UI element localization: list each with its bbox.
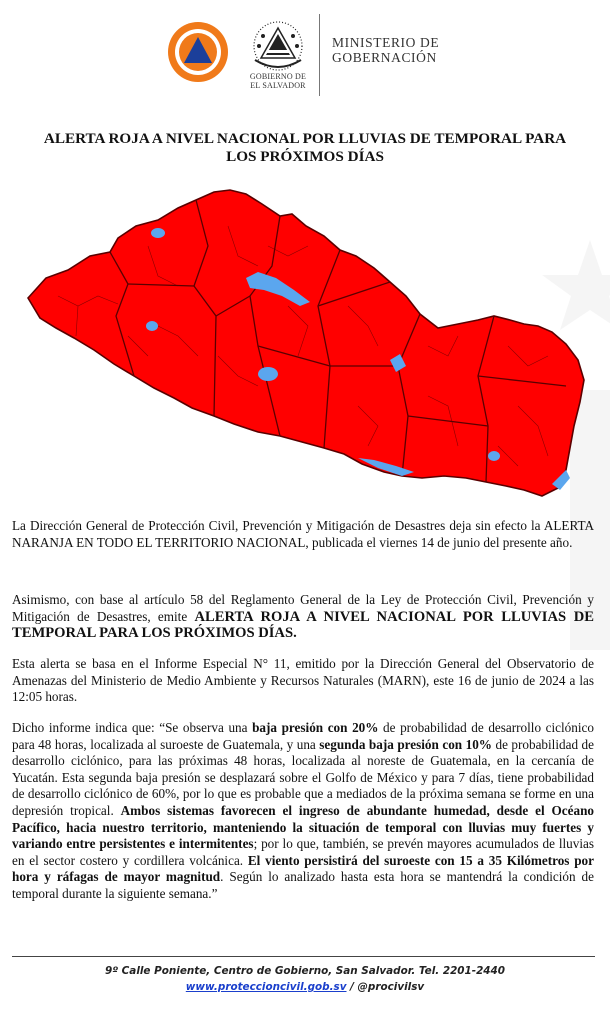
gov-label bbox=[240, 72, 316, 90]
lake-ilopango bbox=[258, 367, 278, 381]
p4-bold-3: Ambos sistemas favorecen el ingreso de abundante humedad, desde el Océano Pacífico, hacia nuestro territorio, manteniendo la situación de temporal con lluvias muy fuertes y variando entre persistentes e intermitentes bbox=[12, 802, 594, 852]
ministry-line1: MINISTERIO DE bbox=[332, 35, 440, 50]
paragraph-4 bbox=[12, 720, 594, 903]
p4-segment-1: Dicho informe indica que: “Se observa una bbox=[12, 720, 253, 735]
p4-bold-4: El viento persistirá del suroeste con 15 a 35 Kilómetros por hora y ráfagas de mayor magnitud bbox=[12, 852, 594, 885]
website-link[interactable]: www.proteccioncivil.gob.sv bbox=[185, 981, 347, 993]
footer bbox=[0, 963, 610, 995]
ministry-name bbox=[332, 35, 439, 65]
paragraph-3: Esta alerta se basa en el Informe Especial N° 11, emitido por la Dirección General del Observatorio de Amenazas del Ministerio de Medio Ambiente y Recursos Naturales (MARN), este 16 de junio de 2024 a las 12:05 horas. bbox=[12, 656, 594, 705]
lake-guija bbox=[151, 228, 165, 238]
country-territory bbox=[28, 190, 584, 496]
p4-bold-1: baja presión con 20% bbox=[252, 720, 379, 735]
footer-contacts bbox=[0, 979, 610, 995]
gov-label-line2: EL SALVADOR bbox=[250, 81, 306, 90]
p4-segment-4: ; por lo que, también, se prevén mayores acumulados de lluvias en el sector costero y cordillera volcánica. bbox=[12, 836, 594, 868]
footer-separator: / bbox=[346, 981, 358, 993]
lake-coatepeque bbox=[146, 321, 158, 331]
letterhead bbox=[0, 10, 610, 102]
footer-address: 9º Calle Poniente, Centro de Gobierno, San Salvador. Tel. 2201-2440 bbox=[104, 965, 506, 977]
header-divider bbox=[319, 14, 320, 96]
p4-segment-2: de probabilidad de desarrollo ciclónico para 48 horas, localizada al suroeste de Guatemala, y una bbox=[12, 720, 594, 752]
paragraph-2 bbox=[12, 592, 594, 642]
title-line2: LOS PRÓXIMOS DÍAS bbox=[226, 148, 384, 165]
p4-segment-5: . Según lo analizado hasta esta hora se mantendrá la condición de temporal durante la siguiente semana.” bbox=[12, 869, 594, 901]
national-coat-of-arms-icon bbox=[245, 16, 311, 78]
el-salvador-alert-map bbox=[18, 186, 588, 506]
paragraph-2-alert-emphasis: ALERTA ROJA A NIVEL NACIONAL POR LLUVIAS DE TEMPORAL PARA LOS PRÓXIMOS DÍAS. bbox=[12, 608, 594, 642]
title-line1: ALERTA ROJA A NIVEL NACIONAL POR LLUVIAS DE TEMPORAL PARA bbox=[43, 130, 567, 147]
paragraph-1: La Dirección General de Protección Civil, Prevención y Mitigación de Desastres deja sin efecto la ALERTA NARANJA EN TODO EL TERRITORIO NACIONAL, publicada el viernes 14 de junio del presente año. bbox=[12, 518, 594, 550]
social-handle: @procivilsv bbox=[357, 981, 425, 993]
p4-bold-2: segunda baja presión con 10% bbox=[319, 736, 492, 752]
lake-olomega bbox=[488, 451, 500, 461]
gov-label-line1: GOBIERNO DE bbox=[249, 72, 307, 81]
footer-divider bbox=[12, 956, 595, 957]
ministry-line2: GOBERNACIÓN bbox=[332, 50, 437, 65]
p4-segment-3: de probabilidad de desarrollo ciclónico, para las próximas 48 horas, localizada al noreste de Guatemala, en la cercanía de Yucatán. Esta segunda baja presión se desplazará sobre el Golfo de México y para 7 días, tiene probabilidad de desarrollo ciclónico de 60%, por lo que es probable que a mediados de la próxima semana se forme en una depresión tropical. bbox=[12, 736, 594, 818]
document-title bbox=[20, 130, 590, 166]
paragraph-2-intro: Asimismo, con base al artículo 58 del Reglamento General de la Ley de Protección Civil, Prevención y Mitigación de Desastres, emite bbox=[12, 592, 594, 624]
proteccion-civil-logo bbox=[167, 21, 229, 83]
